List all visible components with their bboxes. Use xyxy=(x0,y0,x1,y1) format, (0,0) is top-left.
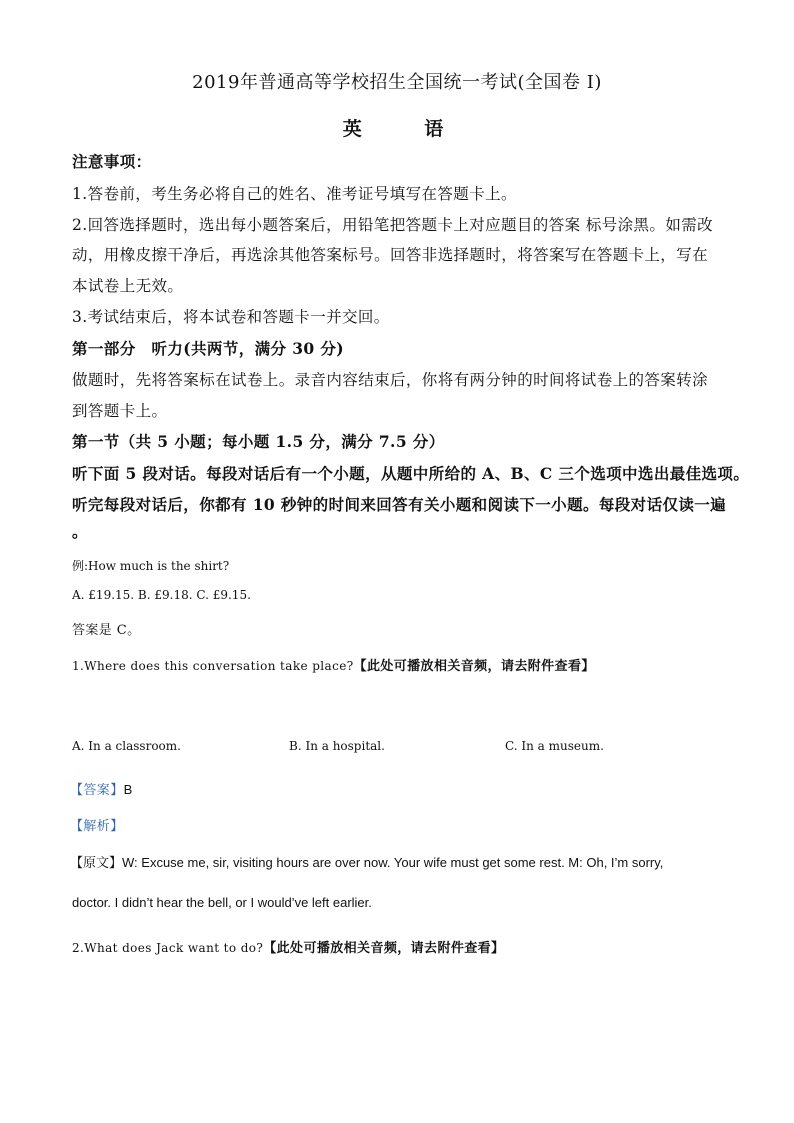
part1-instructions-line-1: 做题时，先将答案标在试卷上。录音内容结束后，你将有两分钟的时间将试卷上的答案转涂 xyxy=(72,371,709,389)
part1-instructions-line-2: 到答题卡上。 xyxy=(72,402,168,420)
question-2-audio-note[interactable]: 【此处可播放相关音频，请去附件查看】 xyxy=(263,941,505,956)
example-question: 例:How much is the shirt? xyxy=(72,559,230,573)
question-2-stem: 2.What does Jack want to do? xyxy=(72,941,264,955)
question-1-answer xyxy=(70,779,133,798)
original-text-1: W: Excuse me, sir, visiting hours are over now. Your wife must get some rest. M: Oh, I’m sorry, xyxy=(122,855,664,870)
question-1-original-line-1 xyxy=(70,852,663,871)
question-1-stem: 1.Where does this conversation take place? xyxy=(72,659,354,673)
notes-item-2-line-1: 2.回答选择题时，选出每小题答案后，用铅笔把答题卡上对应题目的答案 标号涂黑。如需改 xyxy=(72,216,714,234)
exam-title: 2019年普通高等学校招生全国统一考试(全国卷 I) xyxy=(192,72,602,93)
answer-value: B xyxy=(123,782,133,797)
question-1-option-a[interactable]: A. In a classroom. xyxy=(72,739,181,753)
notes-item-2-line-3: 本试卷上无效。 xyxy=(72,277,184,295)
analysis-tag: 【解析】 xyxy=(70,818,124,833)
section1-heading: 第一节（共 5 小题；每小题 1.5 分，满分 7.5 分） xyxy=(72,432,445,451)
answer-tag: 【答案】 xyxy=(70,782,124,797)
question-1 xyxy=(72,655,595,674)
question-1-option-b[interactable]: B. In a hospital. xyxy=(289,739,385,753)
question-1-audio-note[interactable]: 【此处可播放相关音频，请去附件查看】 xyxy=(353,659,595,674)
section1-instructions-line-1: 听下面 5 段对话。每段对话后有一个小题，从题中所给的 A、B、C 三个选项中选出最佳选项。 xyxy=(72,464,750,483)
original-tag: 【原文】 xyxy=(70,855,123,870)
section1-instructions-line-2: 听完每段对话后，你都有 10 秒钟的时间来回答有关小题和阅读下一小题。每段对话仅读一遍 xyxy=(72,495,727,514)
question-1-original-line-2: doctor. I didn’t hear the bell, or I would’ve left earlier. xyxy=(72,895,372,910)
notes-heading: 注意事项： xyxy=(72,152,152,171)
subject-title: 英 语 xyxy=(342,118,472,140)
question-1-option-c[interactable]: C. In a museum. xyxy=(505,739,604,753)
part1-heading: 第一部分 听力(共两节，满分 30 分) xyxy=(72,339,345,358)
notes-item-3: 3.考试结束后，将本试卷和答题卡一并交回。 xyxy=(72,308,390,326)
notes-item-1: 1.答卷前，考生务必将自己的姓名、准考证号填写在答题卡上。 xyxy=(72,185,517,203)
example-answer: 答案是 C。 xyxy=(72,623,141,638)
section1-instructions-line-3: 。 xyxy=(72,522,88,541)
notes-item-2-line-2: 动，用橡皮擦干净后，再选涂其他答案标号。回答非选择题时，将答案写在答题卡上，写在 xyxy=(72,246,709,264)
example-options: A. £19.15. B. £9.18. C. £9.15. xyxy=(72,588,251,602)
question-2 xyxy=(72,937,504,956)
